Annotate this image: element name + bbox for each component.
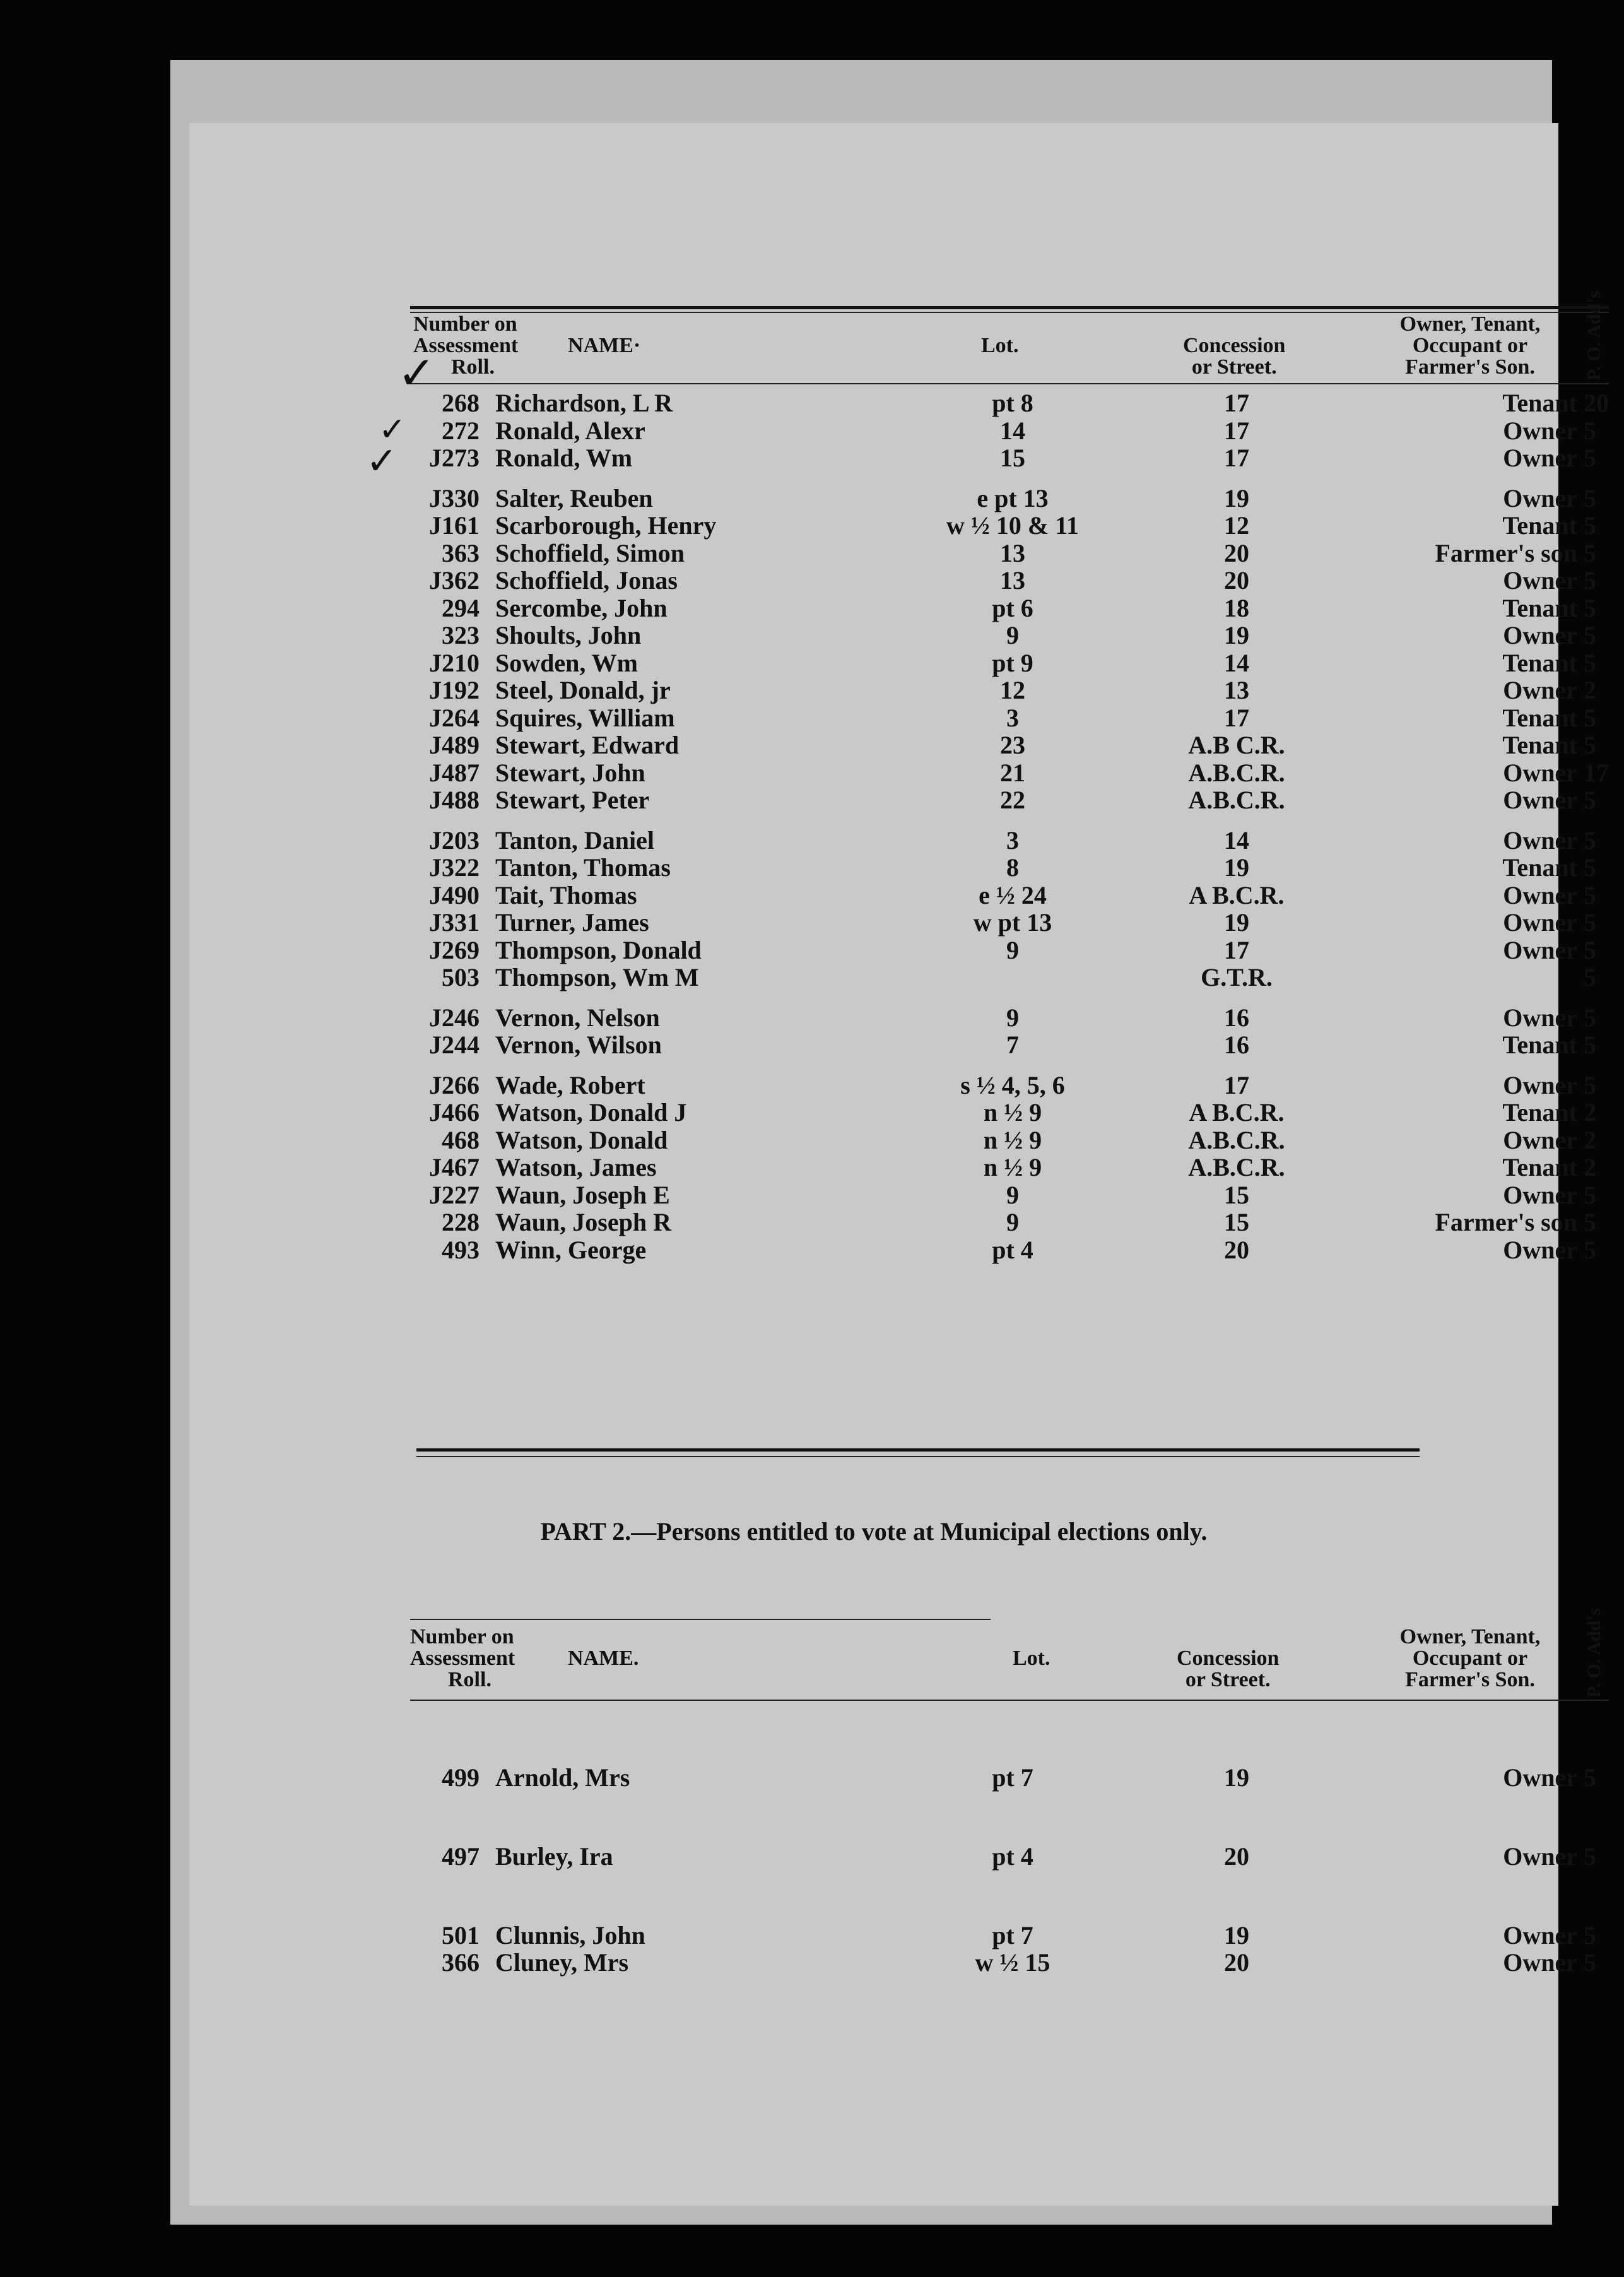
table-row — [410, 389, 1609, 417]
roll-number: J467 — [429, 1153, 480, 1181]
document-page — [189, 123, 1609, 2206]
po-address-cell: 5 — [1584, 1948, 1596, 1977]
voter-name: Richardson, L R — [495, 389, 673, 417]
voter-name: Clunnis, John — [495, 1921, 645, 1949]
concession-cell: A.B.C.R. — [1188, 786, 1285, 814]
concession-cell: 19 — [1224, 853, 1249, 882]
po-address-cell: 5 — [1584, 1180, 1596, 1209]
po-address-cell: 20 — [1584, 389, 1609, 417]
lot-cell: 12 — [1000, 676, 1025, 704]
header-concession: Concession or Street. — [1177, 1647, 1280, 1691]
po-address-cell: 5 — [1584, 1070, 1596, 1099]
po-address-cell: 5 — [1584, 593, 1596, 622]
po-address-cell: 5 — [1584, 731, 1596, 759]
occupation-cell: Owner — [1503, 621, 1577, 649]
lot-cell: e pt 13 — [977, 483, 1049, 512]
occupation-cell: Owner — [1503, 1125, 1577, 1154]
header-name: NAME. — [568, 1647, 639, 1670]
header-rule-top — [410, 306, 1609, 309]
occupation-cell: Owner — [1503, 786, 1577, 814]
concession-cell: A B.C.R. — [1189, 1098, 1285, 1127]
concession-cell: A.B C.R. — [1188, 731, 1285, 759]
voter-name: Scarborough, Henry — [495, 511, 717, 540]
roll-number: J322 — [429, 853, 480, 882]
voter-name: Sowden, Wm — [495, 648, 638, 677]
voter-name: Waun, Joseph E — [495, 1180, 670, 1209]
lot-cell: s ½ 4, 5, 6 — [960, 1070, 1065, 1099]
table-row — [410, 1843, 1609, 1871]
table-row — [410, 1099, 1609, 1127]
po-address-cell: 5 — [1584, 566, 1596, 594]
voter-name: Shoults, John — [495, 621, 642, 649]
po-address-cell: 5 — [1584, 483, 1596, 512]
po-address-cell: 5 — [1584, 825, 1596, 855]
roll-number: J161 — [429, 511, 480, 540]
table-row — [410, 786, 1609, 814]
lot-cell: 7 — [1006, 1031, 1019, 1059]
voter-name: Vernon, Wilson — [495, 1031, 662, 1059]
roll-number: J244 — [429, 1031, 480, 1059]
lot-cell: n ½ 9 — [983, 1125, 1042, 1154]
po-address-cell: 17 — [1584, 758, 1609, 787]
table-row — [410, 540, 1609, 567]
voter-name: Steel, Donald, jr — [495, 676, 671, 704]
header-lot: Lot. — [1013, 1647, 1050, 1670]
table-row — [410, 731, 1609, 759]
table-row — [410, 417, 1609, 445]
lot-cell: 22 — [1000, 786, 1025, 814]
header-rule-bottom — [410, 1700, 1609, 1701]
roll-number: J331 — [429, 908, 480, 937]
table-row — [410, 1031, 1609, 1059]
occupation-cell: Tenant — [1502, 511, 1577, 540]
concession-cell: 17 — [1224, 935, 1249, 964]
concession-cell: 14 — [1224, 648, 1249, 677]
lot-cell: 9 — [1006, 1180, 1019, 1209]
table-row — [410, 512, 1609, 540]
occupation-cell: Farmer's son — [1435, 1208, 1577, 1236]
table-row — [410, 704, 1609, 732]
concession-cell: A B.C.R. — [1189, 880, 1285, 909]
table-row — [410, 937, 1609, 964]
concession-cell: 15 — [1224, 1208, 1249, 1236]
occupation-cell: Owner — [1503, 1235, 1577, 1264]
occupation-cell: Tenant — [1502, 593, 1577, 622]
occupation-cell: Tenant — [1502, 703, 1577, 732]
roll-number: J273 — [429, 444, 480, 472]
table-row — [410, 1004, 1609, 1032]
concession-cell: 12 — [1224, 511, 1249, 540]
roll-number: J266 — [429, 1070, 480, 1099]
voter-name: Waun, Joseph R — [495, 1208, 671, 1236]
header-rule-bottom — [410, 383, 1609, 384]
occupation-cell: Owner — [1503, 758, 1577, 787]
table-row — [410, 1154, 1609, 1181]
po-address-cell: 5 — [1584, 786, 1596, 814]
voter-name: Arnold, Mrs — [495, 1763, 630, 1792]
concession-cell: 20 — [1224, 1235, 1249, 1264]
po-address-cell: 5 — [1584, 853, 1596, 882]
voter-name: Turner, James — [495, 908, 649, 937]
lot-cell: pt 9 — [992, 648, 1033, 677]
concession-cell: 16 — [1224, 1003, 1249, 1032]
header-name: NAME· — [568, 334, 641, 357]
concession-cell: 17 — [1224, 703, 1249, 732]
po-address-cell: 5 — [1584, 1842, 1596, 1871]
concession-cell: A.B.C.R. — [1188, 1125, 1285, 1154]
voter-name: Thompson, Donald — [495, 935, 702, 964]
roll-number: J466 — [429, 1098, 480, 1127]
lot-cell: 21 — [1000, 758, 1025, 787]
table-row — [410, 1209, 1609, 1236]
lot-cell: pt 6 — [992, 593, 1033, 622]
roll-number: J362 — [429, 566, 480, 594]
lot-cell: pt 4 — [992, 1842, 1033, 1871]
roll-number: J487 — [429, 758, 480, 787]
occupation-cell: Owner — [1503, 566, 1577, 594]
voter-name: Ronald, Alexr — [495, 416, 645, 445]
concession-cell: 19 — [1224, 1921, 1249, 1949]
concession-cell: 20 — [1224, 538, 1249, 567]
roll-number: J269 — [429, 935, 480, 964]
occupation-cell: Owner — [1503, 935, 1577, 964]
po-address-cell: 5 — [1584, 880, 1596, 909]
concession-cell: 19 — [1224, 908, 1249, 937]
concession-cell: 17 — [1224, 444, 1249, 472]
lot-cell: 9 — [1006, 1003, 1019, 1032]
occupation-cell: Owner — [1503, 1763, 1577, 1792]
lot-cell: 14 — [1000, 416, 1025, 445]
voter-name: Ronald, Wm — [495, 444, 633, 472]
concession-cell: 17 — [1224, 389, 1249, 417]
table-row — [410, 1181, 1609, 1209]
table-row — [410, 854, 1609, 882]
occupation-cell: Owner — [1503, 880, 1577, 909]
voter-name: Stewart, John — [495, 758, 645, 787]
voter-name: Wade, Robert — [495, 1070, 645, 1099]
roll-number: 499 — [442, 1763, 480, 1792]
po-address-cell: 5 — [1584, 1031, 1596, 1059]
po-address-cell: 5 — [1584, 963, 1596, 991]
section-divider — [416, 1448, 1420, 1452]
occupation-cell: Owner — [1503, 416, 1577, 445]
concession-cell: 17 — [1224, 416, 1249, 445]
table-row — [410, 649, 1609, 677]
roll-number: 294 — [442, 593, 480, 622]
roll-number: 323 — [442, 621, 480, 649]
roll-number: 503 — [442, 963, 480, 991]
po-address-cell: 5 — [1584, 648, 1596, 677]
concession-cell: 17 — [1224, 1070, 1249, 1099]
po-address-cell: 5 — [1584, 908, 1596, 937]
voter-name: Watson, Donald J — [495, 1098, 687, 1127]
roll-number: J264 — [429, 703, 480, 732]
roll-number: J203 — [429, 825, 480, 855]
lot-cell: pt 8 — [992, 389, 1033, 417]
occupation-cell: Tenant — [1502, 1031, 1577, 1059]
po-address-cell: 5 — [1584, 416, 1596, 445]
voter-name: Stewart, Edward — [495, 731, 680, 759]
po-address-cell: 2 — [1584, 1125, 1596, 1154]
lot-cell: 13 — [1000, 538, 1025, 567]
table-row — [410, 1072, 1609, 1099]
check-mark-icon: ✓ — [379, 411, 406, 449]
roll-number: J488 — [429, 786, 480, 814]
table-row — [410, 567, 1609, 594]
occupation-cell: Owner — [1503, 444, 1577, 472]
po-address-cell: 5 — [1584, 621, 1596, 649]
lot-cell: 23 — [1000, 731, 1025, 759]
concession-cell: 20 — [1224, 1842, 1249, 1871]
roll-number: 468 — [442, 1125, 480, 1154]
table-row — [410, 1236, 1609, 1264]
lot-cell: w ½ 10 & 11 — [946, 511, 1079, 540]
table-row — [410, 964, 1609, 991]
table-row — [410, 485, 1609, 512]
occupation-cell: Tenant — [1502, 389, 1577, 417]
voter-name: Stewart, Peter — [495, 786, 650, 814]
occupation-cell: Owner — [1503, 1003, 1577, 1032]
roll-number: 363 — [442, 538, 480, 567]
table-row — [410, 1127, 1609, 1154]
voter-name: Schoffield, Simon — [495, 538, 685, 567]
concession-cell: 19 — [1224, 621, 1249, 649]
header-number: Number on Assessment Roll. — [410, 1625, 515, 1691]
lot-cell: 15 — [1000, 444, 1025, 472]
po-address-cell: 5 — [1584, 1235, 1596, 1264]
voter-name: Cluney, Mrs — [495, 1948, 629, 1977]
voter-name: Vernon, Nelson — [495, 1003, 660, 1032]
occupation-cell: Tenant — [1502, 648, 1577, 677]
occupation-cell: Tenant — [1502, 853, 1577, 882]
voter-name: Burley, Ira — [495, 1842, 613, 1871]
occupation-cell: Owner — [1503, 1180, 1577, 1209]
table-row — [410, 882, 1609, 909]
lot-cell: 9 — [1006, 621, 1019, 649]
voter-name: Thompson, Wm M — [495, 963, 699, 991]
table-row — [410, 827, 1609, 855]
voter-name: Sercombe, John — [495, 593, 668, 622]
header-lot: Lot. — [981, 334, 1019, 357]
voter-name: Squires, William — [495, 703, 675, 732]
occupation-cell: Tenant — [1502, 731, 1577, 759]
po-address-cell: 5 — [1584, 1003, 1596, 1032]
header-occupation: Owner, Tenant, Occupant or Farmer's Son. — [1399, 1625, 1541, 1691]
concession-cell: 18 — [1224, 593, 1249, 622]
section-divider-thin — [416, 1456, 1420, 1457]
check-mark-icon: ✓ — [366, 439, 398, 483]
occupation-cell: Owner — [1503, 483, 1577, 512]
occupation-cell: Owner — [1503, 1921, 1577, 1949]
header-occupation: Owner, Tenant, Occupant or Farmer's Son. — [1399, 312, 1541, 379]
concession-cell: A.B.C.R. — [1188, 1153, 1285, 1181]
occupation-cell: Owner — [1503, 1842, 1577, 1871]
lot-cell: 8 — [1006, 853, 1019, 882]
voter-name: Tanton, Thomas — [495, 853, 671, 882]
roll-number: 497 — [442, 1842, 480, 1871]
part2-title: PART 2.—Persons entitled to vote at Municipal elections only. — [540, 1517, 1208, 1546]
lot-cell: w pt 13 — [973, 908, 1052, 937]
occupation-cell: Tenant — [1502, 1098, 1577, 1127]
occupation-cell: Owner — [1503, 908, 1577, 937]
occupation-cell: Owner — [1503, 676, 1577, 704]
table-row — [410, 594, 1609, 622]
lot-cell: w ½ 15 — [975, 1948, 1050, 1977]
lot-cell: 9 — [1006, 935, 1019, 964]
occupation-cell: Farmer's son — [1435, 538, 1577, 567]
table-row — [410, 1922, 1609, 1949]
po-address-cell: 5 — [1584, 444, 1596, 472]
table-row — [410, 909, 1609, 937]
roll-number: 366 — [442, 1948, 480, 1977]
roll-number: 501 — [442, 1921, 480, 1949]
concession-cell: 15 — [1224, 1180, 1249, 1209]
po-address-cell: 5 — [1584, 511, 1596, 540]
voter-name: Salter, Reuben — [495, 483, 653, 512]
concession-cell: 16 — [1224, 1031, 1249, 1059]
voter-name: Winn, George — [495, 1235, 647, 1264]
concession-cell: A.B.C.R. — [1188, 758, 1285, 787]
po-address-cell: 5 — [1584, 1208, 1596, 1236]
po-address-cell: 2 — [1584, 1098, 1596, 1127]
concession-cell: G.T.R. — [1201, 963, 1273, 991]
po-address-cell: 2 — [1584, 676, 1596, 704]
concession-cell: 19 — [1224, 483, 1249, 512]
table-row — [410, 444, 1609, 472]
table-row — [410, 1949, 1609, 1977]
header-po-address: P. O. Add's — [1584, 1607, 1604, 1698]
occupation-cell: Owner — [1503, 1948, 1577, 1977]
roll-number: 272 — [442, 416, 480, 445]
roll-number: J330 — [429, 483, 480, 512]
voter-name: Tanton, Daniel — [495, 825, 654, 855]
concession-cell: 20 — [1224, 1948, 1249, 1977]
voter-name: Tait, Thomas — [495, 880, 637, 909]
occupation-cell: Owner — [1503, 1070, 1577, 1099]
occupation-cell: Tenant — [1502, 1153, 1577, 1181]
po-address-cell: 5 — [1584, 1921, 1596, 1949]
roll-number: J246 — [429, 1003, 480, 1032]
lot-cell: n ½ 9 — [983, 1098, 1042, 1127]
voter-name: Schoffield, Jonas — [495, 566, 678, 594]
header-rule-top — [410, 1619, 991, 1620]
roll-number: J489 — [429, 731, 480, 759]
po-address-cell: 5 — [1584, 538, 1596, 567]
table-row — [410, 1764, 1609, 1792]
header-number: Number on Assessment Roll. — [413, 312, 519, 379]
po-address-cell: 2 — [1584, 1153, 1596, 1181]
concession-cell: 14 — [1224, 825, 1249, 855]
lot-cell: pt 7 — [992, 1763, 1033, 1792]
po-address-cell: 5 — [1584, 1763, 1596, 1792]
roll-number: J210 — [429, 648, 480, 677]
lot-cell: 9 — [1006, 1208, 1019, 1236]
occupation-cell: Owner — [1503, 825, 1577, 855]
lot-cell: 3 — [1006, 825, 1019, 855]
lot-cell: 13 — [1000, 566, 1025, 594]
table-row — [410, 759, 1609, 787]
lot-cell: pt 4 — [992, 1235, 1033, 1264]
roll-number: J490 — [429, 880, 480, 909]
roll-number: J192 — [429, 676, 480, 704]
table-row — [410, 677, 1609, 704]
roll-number: 493 — [442, 1235, 480, 1264]
po-address-cell: 5 — [1584, 935, 1596, 964]
table-row — [410, 622, 1609, 649]
voter-name: Watson, James — [495, 1153, 657, 1181]
concession-cell: 13 — [1224, 676, 1249, 704]
lot-cell: e ½ 24 — [979, 880, 1047, 909]
concession-cell: 20 — [1224, 566, 1249, 594]
roll-number: J227 — [429, 1180, 480, 1209]
roll-number: 228 — [442, 1208, 480, 1236]
voter-name: Watson, Donald — [495, 1125, 668, 1154]
po-address-cell: 5 — [1584, 703, 1596, 732]
concession-cell: 19 — [1224, 1763, 1249, 1792]
lot-cell: n ½ 9 — [983, 1153, 1042, 1181]
header-concession: Concession or Street. — [1183, 334, 1286, 379]
header-po-address: P. O. Add's — [1584, 290, 1604, 381]
lot-cell: pt 7 — [992, 1921, 1033, 1949]
roll-number: 268 — [442, 389, 480, 417]
lot-cell: 3 — [1006, 703, 1019, 732]
check-mark-icon: ✓ — [397, 346, 436, 399]
